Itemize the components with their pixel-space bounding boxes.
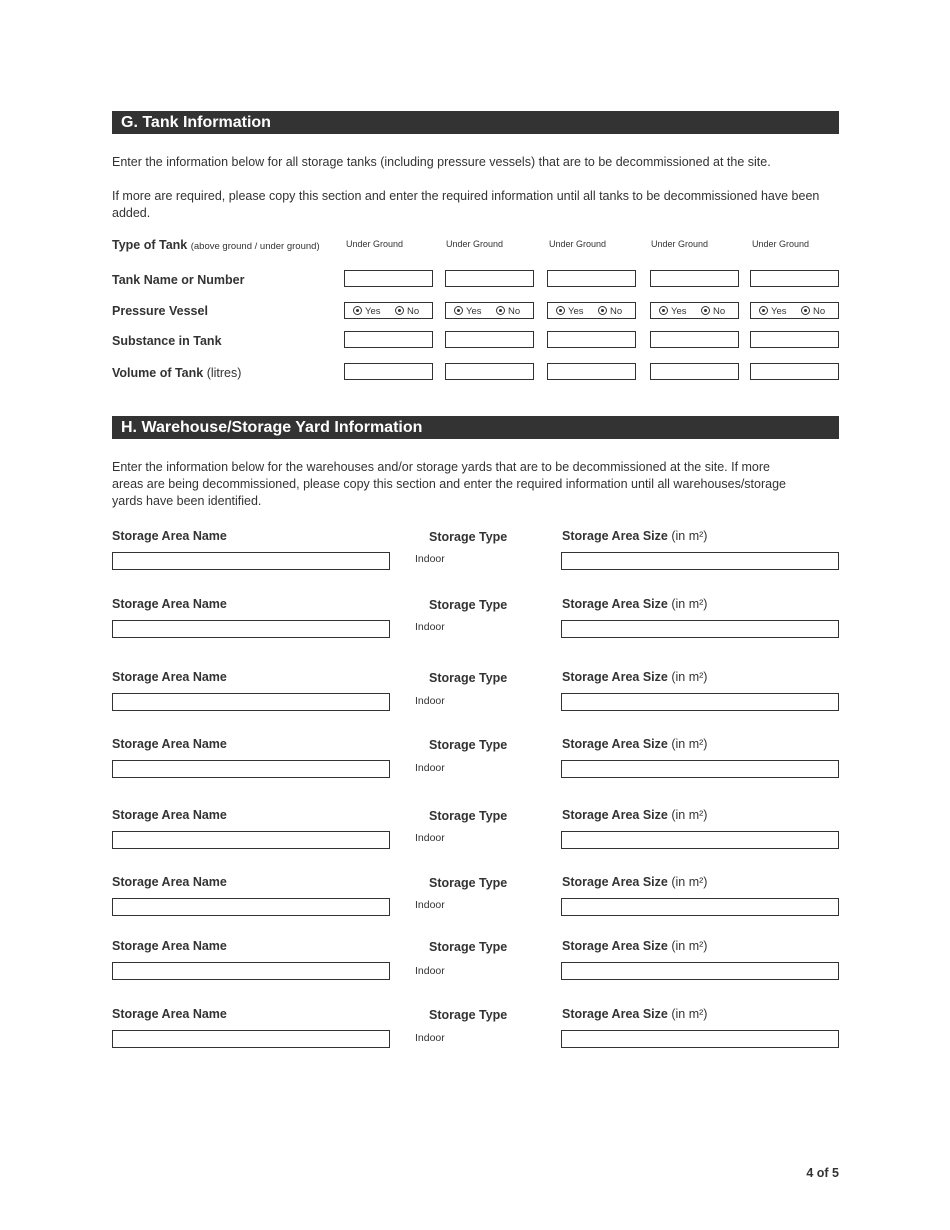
tank-name-input[interactable]: [650, 270, 739, 287]
storage-type-label: Storage Type: [429, 738, 508, 752]
radio-icon: [659, 306, 668, 315]
storage-area-size-label: Storage Area Size (in m²): [562, 1007, 708, 1021]
storage-type-value[interactable]: Indoor: [415, 832, 445, 844]
storage-area-name-label: Storage Area Name: [112, 737, 227, 751]
storage-area-name-input[interactable]: [112, 962, 390, 980]
no-radio[interactable]: No: [701, 304, 725, 319]
storage-area-name-input[interactable]: [112, 898, 390, 916]
substance-input[interactable]: [650, 331, 739, 348]
storage-type-value[interactable]: Indoor: [415, 762, 445, 774]
storage-area-size-label: Storage Area Size (in m²): [562, 529, 708, 543]
pressure-vessel-label: Pressure Vessel: [112, 304, 208, 318]
section-h-header: H. Warehouse/Storage Yard Information: [112, 416, 839, 439]
storage-area-name-input[interactable]: [112, 1030, 390, 1048]
storage-area-name-input[interactable]: [112, 831, 390, 849]
no-radio[interactable]: No: [395, 304, 419, 319]
volume-input[interactable]: [650, 363, 739, 380]
storage-area-size-input[interactable]: [561, 552, 839, 570]
tank-type-value: Under Ground: [346, 239, 404, 249]
storage-area-size-label: Storage Area Size (in m²): [562, 808, 708, 822]
yes-radio[interactable]: Yes: [556, 304, 584, 319]
storage-area-size-label: Storage Area Size (in m²): [562, 939, 708, 953]
radio-icon: [496, 306, 505, 315]
storage-area-size-input[interactable]: [561, 760, 839, 778]
storage-type-label: Storage Type: [429, 671, 508, 685]
storage-type-label: Storage Type: [429, 530, 508, 544]
page-number: 4 of 5: [806, 1166, 839, 1180]
section-g-intro-2: If more are required, please copy this section and enter the required information until all tanks to be decommissioned have been added.: [112, 189, 820, 220]
pressure-vessel-group: [344, 302, 433, 319]
pressure-vessel-group: [650, 302, 739, 319]
yes-radio[interactable]: Yes: [759, 304, 787, 319]
radio-icon: [759, 306, 768, 315]
storage-area-name-input[interactable]: [112, 552, 390, 570]
yes-radio[interactable]: Yes: [454, 304, 482, 319]
tank-type-label: Type of Tank (above ground / under ground): [112, 238, 320, 252]
radio-icon: [556, 306, 565, 315]
tank-type-value: Under Ground: [549, 239, 607, 249]
storage-area-size-input[interactable]: [561, 620, 839, 638]
volume-input[interactable]: [445, 363, 534, 380]
substance-input[interactable]: [445, 331, 534, 348]
volume-input[interactable]: [547, 363, 636, 380]
radio-icon: [454, 306, 463, 315]
storage-type-value[interactable]: Indoor: [415, 899, 445, 911]
storage-area-size-label: Storage Area Size (in m²): [562, 875, 708, 889]
storage-area-name-label: Storage Area Name: [112, 808, 227, 822]
storage-area-name-label: Storage Area Name: [112, 529, 227, 543]
tank-type-value: Under Ground: [446, 239, 504, 249]
storage-area-size-input[interactable]: [561, 1030, 839, 1048]
radio-icon: [598, 306, 607, 315]
substance-input[interactable]: [750, 331, 839, 348]
storage-type-value[interactable]: Indoor: [415, 965, 445, 977]
no-radio[interactable]: No: [598, 304, 622, 319]
storage-area-name-label: Storage Area Name: [112, 597, 227, 611]
tank-name-input[interactable]: [445, 270, 534, 287]
storage-area-size-label: Storage Area Size (in m²): [562, 670, 708, 684]
storage-area-name-label: Storage Area Name: [112, 939, 227, 953]
tank-type-value: Under Ground: [752, 239, 810, 249]
no-radio[interactable]: No: [496, 304, 520, 319]
storage-area-size-label: Storage Area Size (in m²): [562, 737, 708, 751]
substance-label: Substance in Tank: [112, 334, 222, 348]
storage-area-name-label: Storage Area Name: [112, 670, 227, 684]
substance-input[interactable]: [344, 331, 433, 348]
storage-type-label: Storage Type: [429, 1008, 508, 1022]
storage-type-value[interactable]: Indoor: [415, 553, 445, 565]
volume-input[interactable]: [344, 363, 433, 380]
tank-name-input[interactable]: [547, 270, 636, 287]
radio-icon: [801, 306, 810, 315]
pressure-vessel-group: [547, 302, 636, 319]
substance-input[interactable]: [547, 331, 636, 348]
storage-area-size-input[interactable]: [561, 898, 839, 916]
tank-name-input[interactable]: [344, 270, 433, 287]
storage-type-value[interactable]: Indoor: [415, 621, 445, 633]
storage-type-value[interactable]: Indoor: [415, 1032, 445, 1044]
radio-icon: [701, 306, 710, 315]
radio-icon: [353, 306, 362, 315]
storage-area-name-input[interactable]: [112, 620, 390, 638]
storage-area-size-input[interactable]: [561, 831, 839, 849]
storage-area-name-label: Storage Area Name: [112, 1007, 227, 1021]
section-g-intro: Enter the information below for all storage tanks (including pressure vessels) that are to be decommissioned at the site.: [112, 155, 771, 169]
storage-type-label: Storage Type: [429, 940, 508, 954]
tank-type-value: Under Ground: [651, 239, 709, 249]
section-h-intro: Enter the information below for the warehouses and/or storage yards that are to be decommissioned at the site. If more areas are being decommissioned, please copy this section and enter the required information until all warehouses/storage yards have been identified.: [112, 460, 786, 508]
no-radio[interactable]: No: [801, 304, 825, 319]
section-g-header: G. Tank Information: [112, 111, 839, 134]
volume-input[interactable]: [750, 363, 839, 380]
radio-icon: [395, 306, 404, 315]
storage-type-label: Storage Type: [429, 809, 508, 823]
storage-area-size-input[interactable]: [561, 693, 839, 711]
storage-area-name-label: Storage Area Name: [112, 875, 227, 889]
storage-type-label: Storage Type: [429, 876, 508, 890]
storage-area-size-label: Storage Area Size (in m²): [562, 597, 708, 611]
volume-label: Volume of Tank (litres): [112, 366, 242, 380]
storage-area-name-input[interactable]: [112, 693, 390, 711]
storage-type-label: Storage Type: [429, 598, 508, 612]
yes-radio[interactable]: Yes: [659, 304, 687, 319]
tank-name-label: Tank Name or Number: [112, 273, 245, 287]
pressure-vessel-group: [445, 302, 534, 319]
pressure-vessel-group: [750, 302, 839, 319]
storage-area-size-input[interactable]: [561, 962, 839, 980]
yes-radio[interactable]: Yes: [353, 304, 381, 319]
tank-name-input[interactable]: [750, 270, 839, 287]
storage-type-value[interactable]: Indoor: [415, 695, 445, 707]
storage-area-name-input[interactable]: [112, 760, 390, 778]
